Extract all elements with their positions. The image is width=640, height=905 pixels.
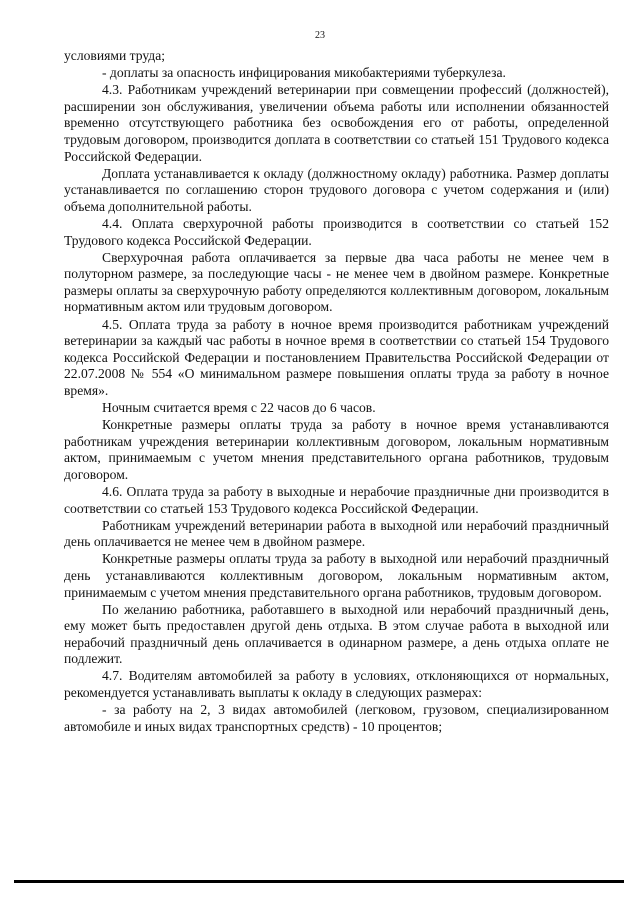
page-number: 23 bbox=[315, 30, 325, 41]
page-bottom-rule bbox=[14, 880, 624, 883]
paragraph: Сверхурочная работа оплачивается за первые два часа работы не менее чем в полуторном размере, за последующие часы - не менее чем в двойном размере. Конкретные размеры оплаты за сверхурочную работу определяются коллективным договором, локальным нормативным актом или трудовым договором. bbox=[64, 249, 609, 315]
paragraph: 4.4. Оплата сверхурочной работы производится в соответствии со статьей 152 Трудового кодекса Российской Федерации. bbox=[64, 215, 609, 248]
paragraph: Ночным считается время с 22 часов до 6 часов. bbox=[102, 399, 376, 415]
paragraph: Конкретные размеры оплаты труда за работу в ночное время устанавливаются работникам учреждения ветеринарии коллективным договором, локальным нормативным актом, принимаемым с учетом мнения представительного органа работников, трудовым договором. bbox=[64, 417, 609, 482]
paragraph: условиями труда; bbox=[64, 48, 166, 63]
paragraph: 4.6. Оплата труда за работу в выходные и нерабочие праздничные дни производится в соответствии со статьей 153 Трудового кодекса Российской Федерации. bbox=[64, 483, 609, 516]
paragraph: Конкретные размеры оплаты труда за работу в выходной или нерабочий праздничный день устанавливаются коллективным договором, локальным нормативным актом, принимаемым с учетом мнения представительного органа работников, трудовым договором. bbox=[64, 551, 609, 600]
paragraph: 4.7. Водителям автомобилей за работу в условиях, отклоняющихся от нормальных, рекомендуется устанавливать выплаты к окладу в следующих размерах: bbox=[64, 668, 609, 701]
paragraph: - за работу на 2, 3 видах автомобилей (легковом, грузовом, специализированном автомобиле и иных видах транспортных средств) - 10 процентов; bbox=[64, 702, 609, 734]
paragraph: Доплата устанавливается к окладу (должностному окладу) работника. Размер доплаты устанавливается по соглашению сторон трудового договора с учетом содержания и (или) объема дополнительной работы. bbox=[64, 165, 609, 214]
paragraph: 4.5. Оплата труда за работу в ночное время производится работникам учреждений ветеринарии за каждый час работы в ночное время в соответствии со статьей 154 Трудового кодекса Российской Федерации и постановлением Правительства Российской Федерации от 22.07.2008 № 554 «О минимальном размере повышения оплаты труда за работу в ночное время». bbox=[64, 316, 609, 398]
paragraph: 4.3. Работникам учреждений ветеринарии при совмещении профессий (должностей), расширении зон обслуживания, увеличении объема работы или исполнении обязанностей временно отсутствующего работника без освобождения его от работы, определенной трудовым договором, производится доплата в соответствии со статьей 151 Трудового кодекса Российской Федерации. bbox=[64, 82, 609, 164]
paragraph: Работникам учреждений ветеринарии работа в выходной или нерабочий праздничный день оплачивается не менее чем в двойном размере. bbox=[64, 517, 609, 550]
paragraph: По желанию работника, работавшего в выходной или нерабочий праздничный день, ему может быть предоставлен другой день отдыха. В этом случае работа в выходной или нерабочий праздничный день оплачивается в одинарном размере, а день отдыха оплате не подлежит. bbox=[64, 601, 609, 667]
document-body bbox=[64, 48, 609, 735]
paragraph: - доплаты за опасность инфицирования микобактериями туберкулеза. bbox=[102, 65, 506, 81]
